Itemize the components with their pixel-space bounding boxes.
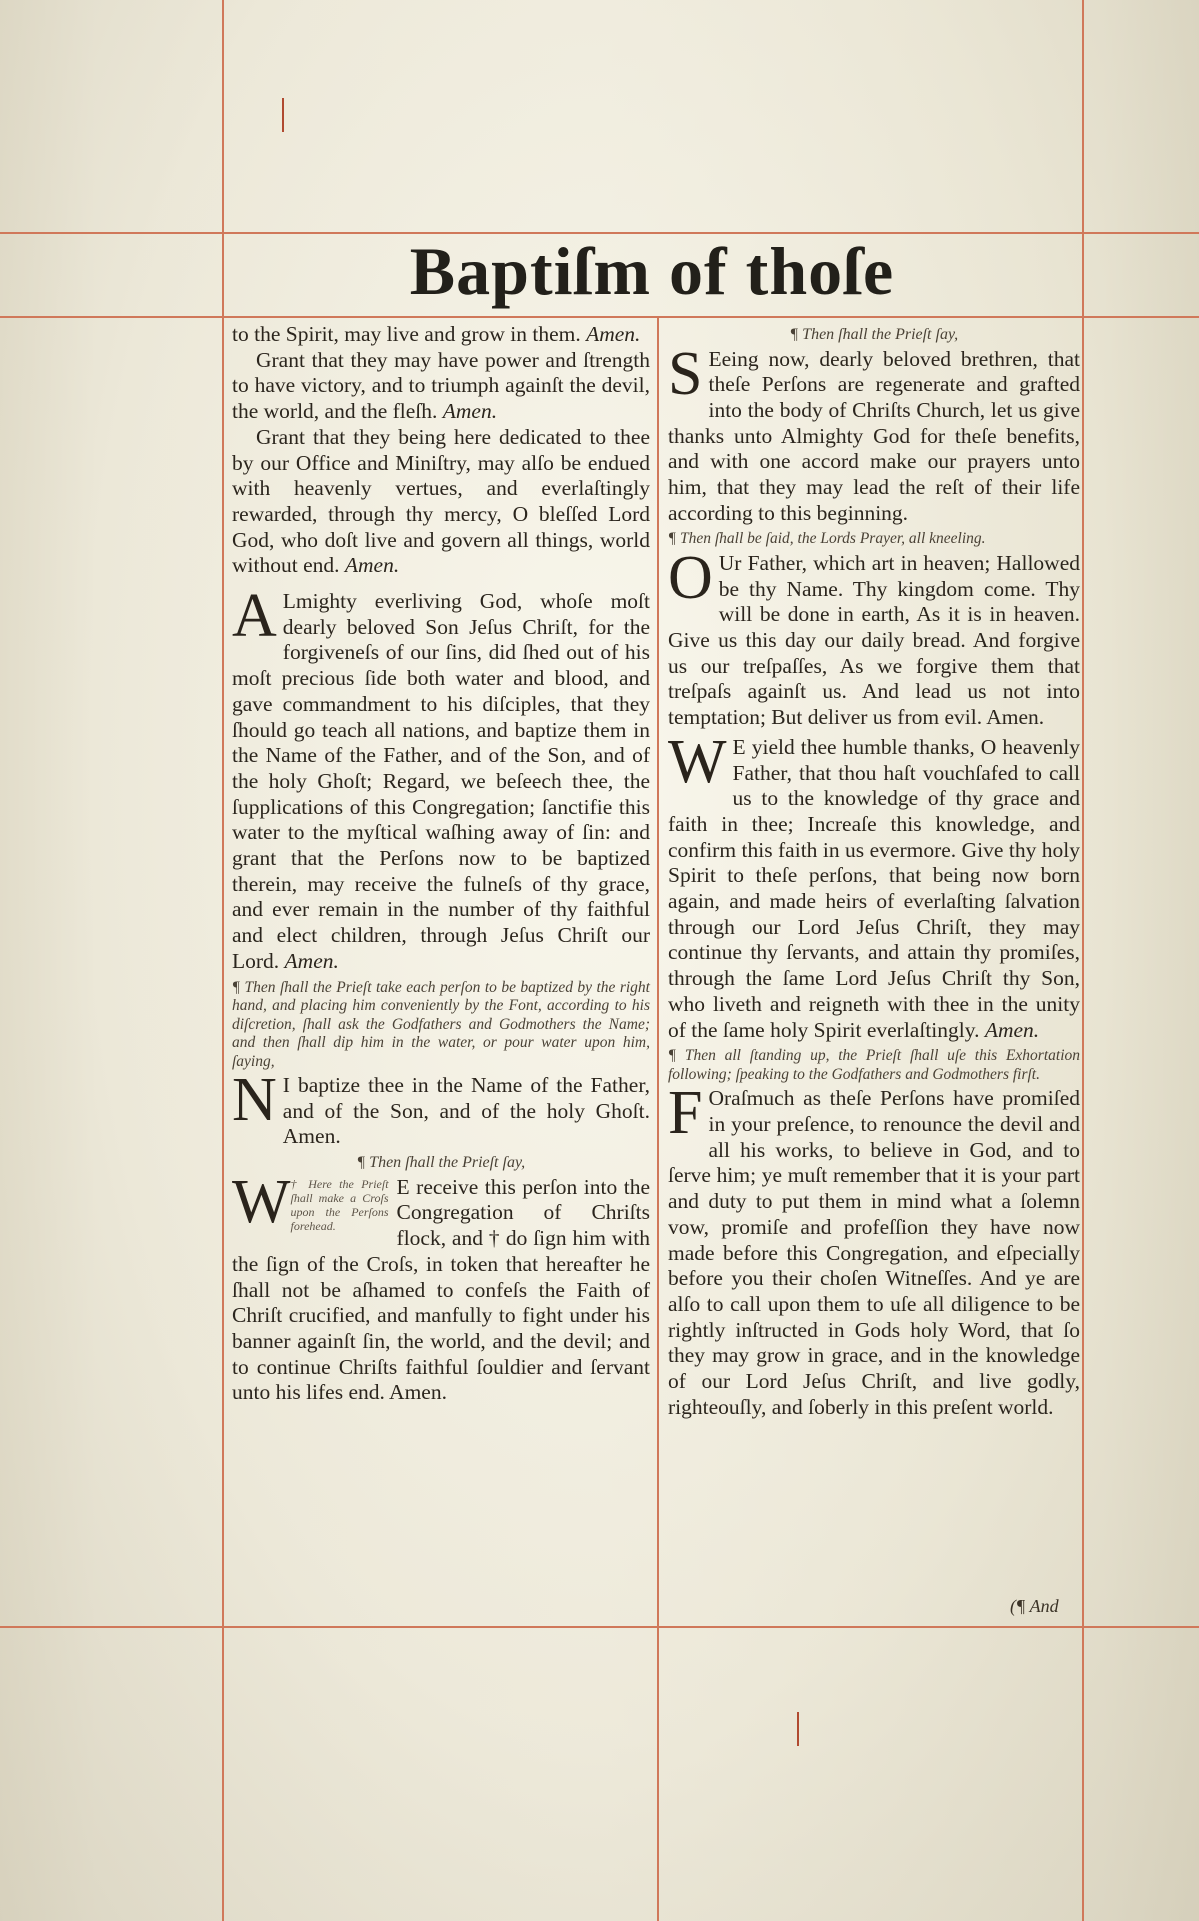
right-rubric-1: ¶ Then ſhall the Prieſt ſay, bbox=[789, 326, 959, 343]
left-p2-text: Grant that they may have power and ſtrength to have victory, and to triumph againſt the devil, the world, and the fleſh. bbox=[232, 347, 650, 424]
page-title: Baptiſm of thoſe bbox=[409, 233, 895, 309]
left-p1-text: to the Spirit, may live and grow in them. bbox=[232, 322, 581, 346]
drop-cap-w-right: W bbox=[668, 727, 727, 796]
left-p2-amen: Amen. bbox=[442, 399, 498, 424]
tick-mark-bottom bbox=[797, 1712, 799, 1746]
right-paragraph-3 bbox=[668, 727, 1080, 1043]
right-rubric-2: ¶ Then ſhall be ſaid, the Lords Prayer, all kneeling. bbox=[668, 530, 986, 548]
left-p6-text: E receive this perſon into the Congregation of Chriſts flock, and † do ſign him with the ſign of the Croſs, in token that hereafter he ſhall not be aſhamed to confeſs the Faith of Chriſt crucified, and manfully to fight under his banner againſt ſin, the world, and the devil; and to continue Chriſts faithful ſouldier and ſervant unto his lifes end. Amen. bbox=[232, 1174, 650, 1405]
right-p1-text: Eeing now, dearly beloved brethren, that theſe Perſons are regenerate and grafted into the body of Chriſts Church, let us give thanks unto Almighty God for theſe benefits, and with one accord make our prayers unto him, that they may lead the reſt of their life according to this beginning. bbox=[668, 346, 1080, 525]
left-p3-text: Grant that they being here dedicated to thee by our Office and Miniſtry, may alſo be endued with heavenly vertues, and everlaſtingly rewarded, through thy mercy, O bleſſed Lord God, who doſt live and govern all things, world without end. bbox=[232, 424, 650, 578]
rule-bottom-text bbox=[0, 1626, 1199, 1628]
right-paragraph-2 bbox=[668, 543, 1080, 731]
right-paragraph-1 bbox=[668, 339, 1080, 527]
tick-mark-top bbox=[282, 98, 284, 132]
left-paragraph-2 bbox=[232, 348, 650, 425]
left-paragraph-3 bbox=[232, 425, 650, 579]
drop-cap-f: F bbox=[668, 1079, 703, 1148]
drop-cap-o: O bbox=[668, 543, 713, 612]
left-paragraph-5 bbox=[232, 1066, 650, 1150]
right-p3-amen: Amen. bbox=[984, 1017, 1040, 1042]
left-paragraph-1 bbox=[232, 322, 650, 348]
right-p2-text: Ur Father, which art in heaven; Hallowed be thy Name. Thy kingdom come. Thy will be done in earth, As it is in heaven. Give us this day our daily bread. And forgive us our treſpaſſes, As we forgive them that treſpaſs againſt us. And lead us not into temptation; But deliver us from evil. Amen. bbox=[668, 550, 1080, 730]
right-paragraph-4 bbox=[668, 1079, 1080, 1420]
left-rubric-1: ¶ Then ſhall the Prieſt take each perſon to be baptized by the right hand, and placing him conveniently by the Font, according to his diſcretion, ſhall ask the Godfathers and Godmothers the Name; and then ſhall dip him in the water, or pour water upon him, ſaying, bbox=[232, 978, 650, 1070]
drop-cap-n: N bbox=[232, 1066, 277, 1135]
left-p1-amen: Amen. bbox=[586, 322, 641, 346]
left-column bbox=[232, 322, 650, 1406]
rule-below-title bbox=[0, 316, 1199, 318]
rule-column-divider bbox=[657, 316, 659, 1921]
margin-note-cross: † Here the Prieſt ſhall make a Croſs upon the Perſons forehead. bbox=[290, 1176, 389, 1233]
left-paragraph-4 bbox=[232, 582, 650, 975]
right-column bbox=[668, 322, 1080, 1420]
left-p4-amen: Amen. bbox=[284, 948, 339, 973]
drop-cap-s: S bbox=[668, 339, 703, 408]
left-paragraph-6 bbox=[232, 1167, 650, 1406]
rule-right-margin bbox=[1082, 0, 1084, 1921]
right-p3-text: E yield thee humble thanks, O heavenly Father, that thou haſt vouchſafed to call us to the knowledge of thy grace and faith in thee; Increaſe this knowledge, and confirm this faith in us evermore. Give thy holy Spirit to theſe perſons, that being now born again, and made heirs of everlaſting ſalvation through our Lord Jeſus Chriſt, they may continue thy ſervants, and attain thy promiſes, through the ſame Lord Jeſus Chriſt thy Son, who liveth and reigneth with thee in the unity of the ſame holy Spirit everlaſtingly. bbox=[668, 734, 1080, 1042]
left-rubric-2: ¶ Then ſhall the Prieſt ſay, bbox=[356, 1154, 526, 1172]
left-p3-amen: Amen. bbox=[344, 553, 400, 578]
drop-cap-w: W bbox=[232, 1167, 291, 1236]
right-rubric-3: ¶ Then all ſtanding up, the Prieſt ſhall uſe this Exhortation following; ſpeaking to the Godfathers and Godmothers firſt. bbox=[668, 1047, 1080, 1083]
drop-cap-a: A bbox=[232, 582, 277, 651]
left-p5-text: I baptize thee in the Name of the Father, and of the Son, and of the holy Ghoſt. Amen. bbox=[282, 1073, 650, 1149]
left-p4-text: Lmighty everliving God, whoſe moſt dearly beloved Son Jeſus Chriſt, for the forgiveneſs of our ſins, did ſhed out of his moſt precious ſide both water and blood, and gave commandment to his diſciples, that they ſhould go teach all nations, and baptize them in the Name of the Father, and of the Son, and of the holy Ghoſt; Regard, we beſeech thee, the ſupplications of this Congregation; ſanctifie this water to the myſtical waſhing away of ſin: and grant that the Perſons now to be baptized therein, may receive the fulneſs of thy grace, and ever remain in the number of thy faithful and elect children, through Jeſus Chriſt our Lord. bbox=[232, 589, 650, 973]
right-p4-text: Oraſmuch as theſe Perſons have promiſed in your preſence, to renounce the devil and all his works, to believe in God, and to ſerve him; ye muſt remember that it is your part and duty to put them in mind what a ſolemn vow, promiſe and profeſſion they have now made before this Congregation, and eſpecially before you their choſen Witneſſes. And ye are alſo to call upon them to uſe all diligence to be rightly inſtructed in Gods holy Word, that ſo they may grow in grace, and in the knowledge of our Lord Jeſus Chriſt, and live godly, righteouſly, and ſoberly in this preſent world. bbox=[668, 1086, 1080, 1419]
catchword: (¶ And bbox=[1010, 1596, 1059, 1616]
